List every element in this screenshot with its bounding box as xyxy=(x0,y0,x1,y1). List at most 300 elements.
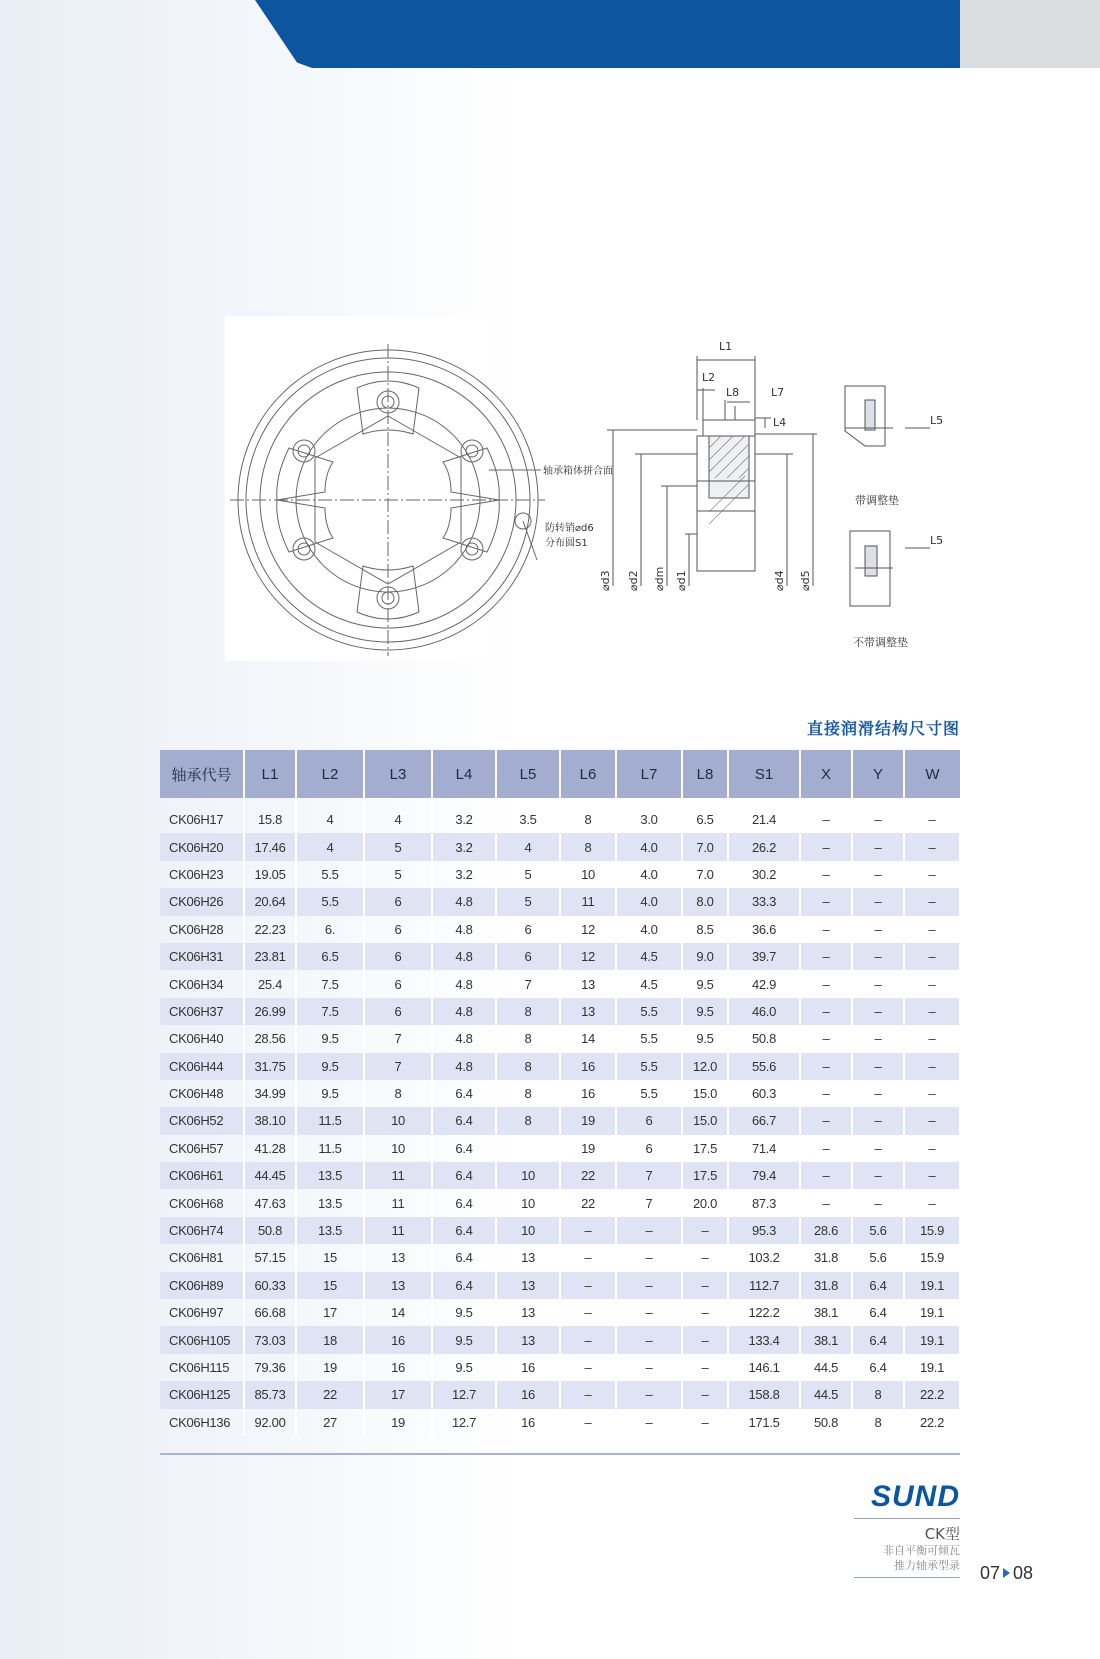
bearing-code-cell: CK06H115 xyxy=(160,1354,244,1381)
table-cell: – xyxy=(852,1189,904,1216)
table-cell: – xyxy=(852,970,904,997)
table-header-cell: L7 xyxy=(616,750,682,798)
table-cell: – xyxy=(560,1244,616,1271)
table-header-cell: L4 xyxy=(432,750,496,798)
bearing-code-cell: CK06H28 xyxy=(160,916,244,943)
table-cell: 10 xyxy=(496,1162,560,1189)
table-cell: 9.5 xyxy=(682,970,728,997)
table-row xyxy=(160,1272,960,1299)
table-cell: 15.9 xyxy=(904,1244,960,1271)
table-cell: 22.2 xyxy=(904,1381,960,1408)
table-cell: – xyxy=(904,1080,960,1107)
table-cell: 3.2 xyxy=(432,861,496,888)
table-cell: – xyxy=(852,1162,904,1189)
table-row xyxy=(160,798,960,833)
table-cell: 39.7 xyxy=(728,943,800,970)
label-pin-circle: 分布圆S1 xyxy=(545,538,588,549)
table-header-cell: Y xyxy=(852,750,904,798)
table-cell: 9.5 xyxy=(296,1025,364,1052)
table-cell: 6.4 xyxy=(852,1299,904,1326)
table-cell: 15 xyxy=(296,1272,364,1299)
table-cell: 66.68 xyxy=(244,1299,296,1326)
table-cell: 17 xyxy=(364,1381,432,1408)
table-cell: 4 xyxy=(296,798,364,833)
table-cell: 9.0 xyxy=(682,943,728,970)
table-cell: 16 xyxy=(496,1381,560,1408)
table-cell: – xyxy=(852,1053,904,1080)
table-cell: – xyxy=(616,1354,682,1381)
table-cell: – xyxy=(800,998,852,1025)
table-row xyxy=(160,998,960,1025)
table-cell: 3.5 xyxy=(496,798,560,833)
table-header-cell: L2 xyxy=(296,750,364,798)
table-cell: 92.00 xyxy=(244,1409,296,1436)
table-cell: 60.33 xyxy=(244,1272,296,1299)
table-cell: 16 xyxy=(560,1053,616,1080)
table-cell: 10 xyxy=(560,861,616,888)
table-row xyxy=(160,943,960,970)
table-cell: 26.99 xyxy=(244,998,296,1025)
page-number-right: 08 xyxy=(1013,1563,1034,1583)
bearing-code-cell: CK06H52 xyxy=(160,1107,244,1134)
table-cell: 7 xyxy=(364,1025,432,1052)
bearing-code-cell: CK06H97 xyxy=(160,1299,244,1326)
table-bottom-rule xyxy=(160,1453,960,1455)
brand-logo: SUND xyxy=(870,1480,960,1513)
table-cell: – xyxy=(904,861,960,888)
table-cell: 8 xyxy=(496,1053,560,1080)
table-cell: 19 xyxy=(296,1354,364,1381)
table-cell: 10 xyxy=(496,1189,560,1216)
table-cell: 4.8 xyxy=(432,970,496,997)
table-cell: 44.5 xyxy=(800,1354,852,1381)
table-cell: 19.05 xyxy=(244,861,296,888)
table-cell: 6.4 xyxy=(432,1244,496,1271)
bearing-code-cell: CK06H34 xyxy=(160,970,244,997)
table-cell: 13 xyxy=(560,998,616,1025)
table-cell: 5 xyxy=(364,833,432,860)
table-cell: 16 xyxy=(364,1326,432,1353)
table-row xyxy=(160,1326,960,1353)
table-cell: 6.4 xyxy=(432,1272,496,1299)
table-cell: – xyxy=(682,1326,728,1353)
table-cell: 9.5 xyxy=(432,1326,496,1353)
table-cell: – xyxy=(616,1381,682,1408)
table-cell xyxy=(496,1135,560,1162)
table-cell: 9.5 xyxy=(296,1053,364,1080)
table-cell: 9.5 xyxy=(682,998,728,1025)
table-cell: 6 xyxy=(364,888,432,915)
table-cell: 8 xyxy=(496,998,560,1025)
table-cell: 8 xyxy=(852,1409,904,1436)
table-row xyxy=(160,970,960,997)
bearing-code-cell: CK06H81 xyxy=(160,1244,244,1271)
table-cell: 8 xyxy=(560,833,616,860)
bearing-code-cell: CK06H44 xyxy=(160,1053,244,1080)
dimension-table xyxy=(160,750,961,1436)
table-row xyxy=(160,861,960,888)
table-cell: – xyxy=(616,1217,682,1244)
table-cell: 15.0 xyxy=(682,1107,728,1134)
table-cell: 14 xyxy=(560,1025,616,1052)
table-cell: 133.4 xyxy=(728,1326,800,1353)
label-L8: L8 xyxy=(726,386,740,399)
table-cell: – xyxy=(800,833,852,860)
table-cell: – xyxy=(616,1326,682,1353)
table-cell: 38.1 xyxy=(800,1326,852,1353)
table-cell: – xyxy=(682,1381,728,1408)
table-cell: 4 xyxy=(364,798,432,833)
table-cell: 6.4 xyxy=(852,1272,904,1299)
table-cell: 4.5 xyxy=(616,970,682,997)
table-header-row xyxy=(160,750,960,798)
table-cell: 9.5 xyxy=(682,1025,728,1052)
table-row xyxy=(160,1354,960,1381)
table-cell: – xyxy=(560,1326,616,1353)
table-cell: – xyxy=(852,1135,904,1162)
table-cell: 7.0 xyxy=(682,833,728,860)
table-cell: 5.5 xyxy=(616,1053,682,1080)
table-cell: 19 xyxy=(364,1409,432,1436)
table-cell: 31.8 xyxy=(800,1244,852,1271)
table-cell: – xyxy=(852,888,904,915)
table-cell: 30.2 xyxy=(728,861,800,888)
table-cell: – xyxy=(852,998,904,1025)
brand-model: CK型 xyxy=(924,1525,960,1543)
table-cell: 18 xyxy=(296,1326,364,1353)
label-without-shim: 不带调整垫 xyxy=(853,636,908,649)
table-cell: 95.3 xyxy=(728,1217,800,1244)
table-cell: 11 xyxy=(364,1217,432,1244)
table-cell: 17.5 xyxy=(682,1162,728,1189)
label-L7: L7 xyxy=(771,386,785,399)
table-cell: 12.7 xyxy=(432,1409,496,1436)
label-L5-b: L5 xyxy=(930,534,944,547)
table-cell: – xyxy=(560,1217,616,1244)
table-cell: – xyxy=(800,916,852,943)
table-row xyxy=(160,1409,960,1436)
table-cell: – xyxy=(904,1189,960,1216)
table-cell: 15.0 xyxy=(682,1080,728,1107)
table-cell: 13 xyxy=(496,1299,560,1326)
table-cell: 22 xyxy=(296,1381,364,1408)
table-cell: 38.10 xyxy=(244,1107,296,1134)
table-cell: 8 xyxy=(496,1107,560,1134)
table-cell: 7 xyxy=(616,1162,682,1189)
table-cell: 7 xyxy=(616,1189,682,1216)
label-d5: ⌀d5 xyxy=(799,570,812,591)
table-cell: 13.5 xyxy=(296,1162,364,1189)
table-cell: 9.5 xyxy=(432,1354,496,1381)
table-cell: 28.56 xyxy=(244,1025,296,1052)
table-cell: 15.8 xyxy=(244,798,296,833)
section-view xyxy=(607,356,817,586)
table-header-cell: L6 xyxy=(560,750,616,798)
table-cell: – xyxy=(682,1272,728,1299)
table-cell: 7.0 xyxy=(682,861,728,888)
table-cell: 16 xyxy=(364,1354,432,1381)
bearing-code-cell: CK06H48 xyxy=(160,1080,244,1107)
table-cell: 5 xyxy=(496,888,560,915)
table-cell: 17.46 xyxy=(244,833,296,860)
table-cell: 38.1 xyxy=(800,1299,852,1326)
table-cell: 5.5 xyxy=(616,998,682,1025)
table-cell: 10 xyxy=(364,1107,432,1134)
table-cell: 8 xyxy=(364,1080,432,1107)
table-cell: 6.4 xyxy=(432,1217,496,1244)
table-cell: – xyxy=(904,1025,960,1052)
table-cell: 13 xyxy=(364,1272,432,1299)
table-cell: 26.2 xyxy=(728,833,800,860)
table-cell: 9.5 xyxy=(296,1080,364,1107)
table-cell: 20.64 xyxy=(244,888,296,915)
table-cell: – xyxy=(852,833,904,860)
table-cell: – xyxy=(852,1025,904,1052)
table-header-cell: L3 xyxy=(364,750,432,798)
table-cell: 8.0 xyxy=(682,888,728,915)
bearing-code-cell: CK06H17 xyxy=(160,798,244,833)
table-cell: 19 xyxy=(560,1135,616,1162)
table-cell: 171.5 xyxy=(728,1409,800,1436)
table-cell: 7.5 xyxy=(296,998,364,1025)
table-row xyxy=(160,1299,960,1326)
table-cell: 19.1 xyxy=(904,1326,960,1353)
table-cell: 15 xyxy=(296,1244,364,1271)
table-cell: – xyxy=(904,798,960,833)
table-row xyxy=(160,1381,960,1408)
table-cell: 57.15 xyxy=(244,1244,296,1271)
bearing-code-cell: CK06H68 xyxy=(160,1189,244,1216)
table-cell: 27 xyxy=(296,1409,364,1436)
bearing-code-cell: CK06H125 xyxy=(160,1381,244,1408)
table-cell: 16 xyxy=(496,1354,560,1381)
table-cell: – xyxy=(904,833,960,860)
table-cell: 19.1 xyxy=(904,1354,960,1381)
table-cell: 46.0 xyxy=(728,998,800,1025)
table-cell: 4.0 xyxy=(616,916,682,943)
table-cell: 22 xyxy=(560,1162,616,1189)
table-header-cell: L1 xyxy=(244,750,296,798)
table-cell: 23.81 xyxy=(244,943,296,970)
table-cell: 6 xyxy=(364,998,432,1025)
table-cell: – xyxy=(904,1053,960,1080)
bearing-code-cell: CK06H31 xyxy=(160,943,244,970)
table-cell: 47.63 xyxy=(244,1189,296,1216)
table-cell: 66.7 xyxy=(728,1107,800,1134)
label-d1: ⌀d1 xyxy=(675,570,688,591)
bearing-code-cell: CK06H105 xyxy=(160,1326,244,1353)
table-cell: 85.73 xyxy=(244,1381,296,1408)
table-cell: 22.2 xyxy=(904,1409,960,1436)
table-cell: – xyxy=(904,1107,960,1134)
table-cell: 8 xyxy=(496,1080,560,1107)
bearing-code-cell: CK06H89 xyxy=(160,1272,244,1299)
table-cell: 6 xyxy=(616,1107,682,1134)
table-cell: – xyxy=(800,1053,852,1080)
table-cell: 16 xyxy=(560,1080,616,1107)
table-cell: 13 xyxy=(496,1244,560,1271)
table-cell: 5.5 xyxy=(296,888,364,915)
table-cell: – xyxy=(616,1409,682,1436)
table-cell: 4 xyxy=(296,833,364,860)
table-cell: – xyxy=(904,888,960,915)
table-row xyxy=(160,1080,960,1107)
table-row xyxy=(160,833,960,860)
table-cell: – xyxy=(904,1135,960,1162)
table-cell: 79.36 xyxy=(244,1354,296,1381)
label-dm: ⌀dm xyxy=(653,566,666,591)
table-cell: – xyxy=(560,1381,616,1408)
table-cell: 103.2 xyxy=(728,1244,800,1271)
table-row xyxy=(160,1053,960,1080)
table-cell: – xyxy=(904,943,960,970)
table-cell: 4.0 xyxy=(616,888,682,915)
bearing-code-cell: CK06H57 xyxy=(160,1135,244,1162)
table-cell: 44.5 xyxy=(800,1381,852,1408)
table-cell: – xyxy=(852,916,904,943)
label-d2: ⌀d2 xyxy=(627,570,640,591)
table-cell: 25.4 xyxy=(244,970,296,997)
table-cell: 146.1 xyxy=(728,1354,800,1381)
table-cell: 4 xyxy=(496,833,560,860)
drawing-plan-bg xyxy=(225,316,493,661)
table-cell: – xyxy=(616,1244,682,1271)
table-cell: 50.8 xyxy=(728,1025,800,1052)
table-cell: 5.5 xyxy=(616,1025,682,1052)
table-cell: 42.9 xyxy=(728,970,800,997)
table-cell: – xyxy=(682,1354,728,1381)
header-band xyxy=(255,0,960,68)
table-cell: 4.0 xyxy=(616,833,682,860)
table-cell: – xyxy=(800,861,852,888)
table-cell: 6.4 xyxy=(432,1107,496,1134)
table-header-cell: L5 xyxy=(496,750,560,798)
table-cell: 36.6 xyxy=(728,916,800,943)
table-cell: 6.4 xyxy=(432,1080,496,1107)
table-cell: 13.5 xyxy=(296,1189,364,1216)
table-cell: 14 xyxy=(364,1299,432,1326)
table-cell: – xyxy=(904,916,960,943)
table-cell: 50.8 xyxy=(800,1409,852,1436)
table-cell: 4.8 xyxy=(432,943,496,970)
table-row xyxy=(160,1244,960,1271)
label-with-shim: 带调整垫 xyxy=(855,494,899,507)
table-cell: 8 xyxy=(560,798,616,833)
table-cell: 87.3 xyxy=(728,1189,800,1216)
table-cell: 122.2 xyxy=(728,1299,800,1326)
table-row xyxy=(160,1135,960,1162)
label-L4: L4 xyxy=(773,416,787,429)
table-cell: 73.03 xyxy=(244,1326,296,1353)
table-cell: 13 xyxy=(560,970,616,997)
table-cell: 55.6 xyxy=(728,1053,800,1080)
table-cell: – xyxy=(800,1107,852,1134)
table-cell: 158.8 xyxy=(728,1381,800,1408)
table-cell: – xyxy=(616,1272,682,1299)
label-L2: L2 xyxy=(702,371,716,384)
table-cell: 31.8 xyxy=(800,1272,852,1299)
table-cell: 13 xyxy=(496,1326,560,1353)
table-cell: 22.23 xyxy=(244,916,296,943)
table-cell: – xyxy=(682,1244,728,1271)
table-cell: 4.8 xyxy=(432,1025,496,1052)
table-cell: 11.5 xyxy=(296,1135,364,1162)
table-cell: – xyxy=(800,1162,852,1189)
table-cell: 6 xyxy=(496,916,560,943)
table-body xyxy=(160,798,960,1436)
table-cell: 4.8 xyxy=(432,888,496,915)
label-L5-a: L5 xyxy=(930,414,944,427)
table-cell: – xyxy=(904,1162,960,1189)
table-cell: – xyxy=(800,970,852,997)
table-cell: 12.7 xyxy=(432,1381,496,1408)
table-cell: 4.5 xyxy=(616,943,682,970)
table-cell: – xyxy=(800,1189,852,1216)
table-cell: 20.0 xyxy=(682,1189,728,1216)
table-cell: 6.4 xyxy=(432,1162,496,1189)
table-cell: 5 xyxy=(364,861,432,888)
table-cell: 11 xyxy=(364,1162,432,1189)
table-cell: – xyxy=(852,798,904,833)
table-cell: – xyxy=(904,970,960,997)
table-cell: 41.28 xyxy=(244,1135,296,1162)
table-row xyxy=(160,1162,960,1189)
table-cell: 5.6 xyxy=(852,1244,904,1271)
table-cell: – xyxy=(560,1354,616,1381)
table-cell: 8.5 xyxy=(682,916,728,943)
table-cell: 22 xyxy=(560,1189,616,1216)
table-cell: – xyxy=(800,1135,852,1162)
table-cell: – xyxy=(560,1272,616,1299)
table-cell: 4.0 xyxy=(616,861,682,888)
table-cell: – xyxy=(852,1080,904,1107)
table-cell: 34.99 xyxy=(244,1080,296,1107)
table-cell: 8 xyxy=(852,1381,904,1408)
header-grey-block xyxy=(960,0,1100,68)
table-cell: 12 xyxy=(560,916,616,943)
table-cell: – xyxy=(682,1409,728,1436)
table-cell: 4.8 xyxy=(432,1053,496,1080)
table-cell: 13.5 xyxy=(296,1217,364,1244)
table-cell: – xyxy=(852,943,904,970)
table-cell: 17.5 xyxy=(682,1135,728,1162)
table-row xyxy=(160,1025,960,1052)
table-row xyxy=(160,1217,960,1244)
table-cell: 7.5 xyxy=(296,970,364,997)
table-header-cell: X xyxy=(800,750,852,798)
table-cell: 11 xyxy=(364,1189,432,1216)
table-cell: 5.6 xyxy=(852,1217,904,1244)
table-cell: 31.75 xyxy=(244,1053,296,1080)
table-header-cell: L8 xyxy=(682,750,728,798)
label-d3: ⌀d3 xyxy=(599,570,612,591)
table-cell: 3.0 xyxy=(616,798,682,833)
table-cell: 15.9 xyxy=(904,1217,960,1244)
brand-block xyxy=(854,1480,960,1578)
table-row xyxy=(160,916,960,943)
table-cell: 6. xyxy=(296,916,364,943)
table-cell: 6 xyxy=(364,916,432,943)
bearing-drawing xyxy=(225,316,1005,661)
table-cell: – xyxy=(852,1107,904,1134)
table-cell: 10 xyxy=(496,1217,560,1244)
table-cell: 112.7 xyxy=(728,1272,800,1299)
bearing-code-cell: CK06H136 xyxy=(160,1409,244,1436)
table-cell: 9.5 xyxy=(432,1299,496,1326)
table-cell: 50.8 xyxy=(244,1217,296,1244)
bearing-code-cell: CK06H74 xyxy=(160,1217,244,1244)
table-cell: 4.8 xyxy=(432,916,496,943)
